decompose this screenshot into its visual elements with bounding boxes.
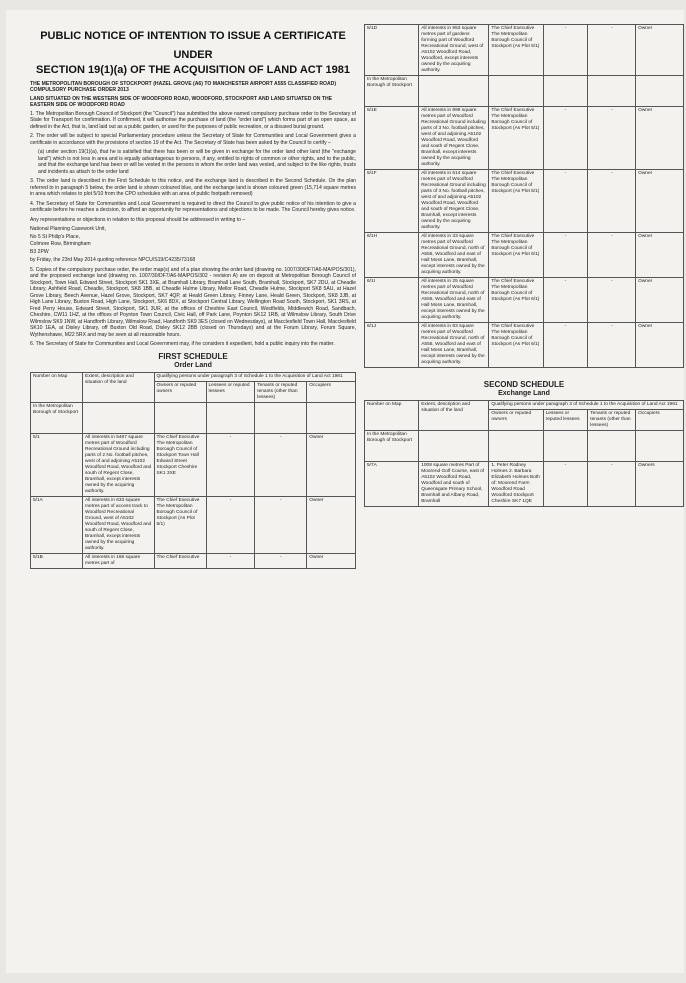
notice-title-line1: PUBLIC NOTICE OF INTENTION TO ISSUE A CERTIFICATE [40,30,346,42]
second-schedule-title: SECOND SCHEDULE [483,380,565,389]
paragraph-5: 5. Copies of the compulsory purchase order, the order map(s) and of a plan showing the order land (drawing no. 1007/30/DF7/A6-MA/POS/301), and the proposed exchange land (drawing no. 1007/30/DF7/A6-MA/POS/302 - revision A) are on deposit at Metropolitan Borough Council of Stockport, Town Hall, Edward Street, Stockport SK1 3XE, at Bramhall Library, Bramhall Lane South, Bramhall, Stockport, SK7 2DU, at Cheadle Library, Ashfield Road, Cheadle, Stockport, SK8 1BB, at Cheadle Hulme Library, Mellor Road, Cheadle Hulme, Stockport SK8 5AU, at Hazel Grove Library, Beech Avenue, Hazel Grove, Stockport, SK7 4QP, at Heald Green Library, Finney Lane, Heald Green, Stockport, SK8 3JB, at High Lane Library, Buxton Road, High Lane, Stockport, SK6 8DX, at Stockport Central Library, Wellington Road South, Stockport, SK1 3RS, at Fred Perry House, Edward Street, Stockport, SK1 3UR, at the offices of Cheshire East Council, Westfields, Middlewich Road, Sandbach, Cheshire, CW11 1HZ, at the offices of Poynton Town Council, Civic Hall, off Park Lane, Poynton SK12 1RB, at Wilmslow Library, South Drive Wilmslow SK9 1NW, at Handforth Library, Wilmslow Road, Handforth SK9 3ES (closed on Wednesdays), at Macclesfield Town Hall, Macclesfield SK10 1EA, at Disley Library, off Buxton Old Road, Disley SK12 2BB (closed on Thursdays) and at the Forum Library, Forum Square, Wythenshawe, M22 5RX and may be seen at all reasonable hours. [30,266,356,338]
plot-tenant: - [588,25,636,76]
plot-number: 5/1A [31,496,83,553]
plot-number: 6/1I [365,278,419,323]
plot-description: All interests in 633 square metres part of access track to Woodford Recreational Ground, west of A5102 Woodford Road, Woodford and south of Regent Close, Bramhall, except interests owned by the acquiring authority. [83,496,155,553]
plot-number: 5/1F [365,170,419,233]
plot-number: 5/1B [31,553,83,568]
paragraph-4: 4. The Secretary of State for Communities and Local Government is required to direct the Council to give public notice of his intention to give a certificate before he reaches a decision, to afford an opportunity for representations and objections to be made. The Council hereby gives notice. [30,200,356,214]
plot-lessee: - [543,25,588,76]
header-lessees: Lessees or reputed lessees [206,381,255,402]
plot-lessee: - [206,553,255,568]
plot-owner: The Chief Executive The Metropolitan Borough Council of Stockport (As Plot 5/1) [489,107,543,170]
plot-description: All interests in 614 square metres part of Woodford Recreational Ground including parts of 3 No. football pitches, west of and adjoining A5102 Woodford Road, Woodford and south of Regent Close, Bramhall, except interests owned by the acquiring authority. [419,170,489,233]
plot-occupier: Owner [636,25,684,76]
plot-number: 5/1E [365,107,419,170]
first-schedule-title: FIRST SCHEDULE [158,351,228,361]
order-name: THE METROPOLITAN BOROUGH OF STOCKPORT (HAZEL GROVE (A6) TO MANCHESTER AIRPORT A555 CLASSIFIED ROAD) COMPULSORY PURCHASE ORDER 2013 [30,81,337,94]
plot-occupier: Owner [636,278,684,323]
header-owners: Owners or reputed owners [154,381,206,402]
header-lessees: Lessees or reputed lessees [543,410,588,431]
plot-number: 6/1H [365,233,419,278]
plot-lessee: - [543,170,588,233]
plot-occupier: Owners [636,462,684,507]
plot-owner: The Chief Executive The Metropolitan Borough Council of Stockport (As Plot 6/1) [489,233,543,278]
plot-occupier: Owner [307,553,356,568]
plot-lessee: - [543,278,588,323]
plot-description: All interests in 33 square metres part of Woodford Recreational Ground, north of A555, Woodford and east of Hall Moss Lane, Bramhall, except interests owned by the acquiring authority. [419,233,489,278]
header-tenants: Tenants or reputed tenants (other than lessees) [255,381,307,402]
plot-owner: The Chief Executive The Metropolitan Borough Council of Stockport (As Plot 5/1) [489,25,543,76]
paragraph-4b: Any representations or objections in relation to this proposal should be addressed in writing to – [30,216,246,223]
plot-owner: The Chief Executive The Metropolitan Borough Council of Stockport (As Plot 6/1) [489,278,543,323]
plot-lessee: - [206,496,255,553]
plot-lessee: - [543,107,588,170]
first-schedule-subtitle: Order Land [174,361,212,369]
plot-occupier: Owner [636,170,684,233]
header-occupiers: Occupiers [636,410,684,431]
address-line: National Planning Casework Unit, [30,226,106,233]
plot-owner: The Chief Executive The Metropolitan Borough Council of Stockport Town Hall Edward Street Stockport Cheshire SK1 3XE [154,433,206,496]
first-schedule-table [30,372,356,569]
plot-description: All interests in 166 square metres part of [83,553,155,568]
notice-subtitle: SECTION 19(1)(a) OF THE ACQUISITION OF LAND ACT 1981 [36,64,350,76]
plot-owner: The Chief Executive The Metropolitan Borough Council of Stockport (As Plot 5/1) [154,496,206,553]
first-schedule-continued-table [364,24,684,368]
plot-lessee: - [543,462,588,507]
plot-number: 5/1D [365,25,419,76]
plot-tenant: - [588,170,636,233]
plot-description: 1008 square metres Part of Moorend Golf Course, east of A5102 Woodford Road, Woodford and south of Queensgate Primary School, Bramhall and Albany Road, Bramhall [419,462,489,507]
plot-lessee: - [543,233,588,278]
deadline: by Friday, the 23rd May 2014 quoting reference NPCU/S19/C4235/73168 [30,257,196,264]
address-line: No 5 St Philip's Place, [30,233,80,240]
plot-tenant: - [588,462,636,507]
plot-tenant: - [255,496,307,553]
newspaper-page [6,10,684,973]
plot-number: 5/1 [31,433,83,496]
plot-tenant: - [588,233,636,278]
plot-occupier: Owner [636,233,684,278]
header-tenants: Tenants or reputed tenants (other than lessees) [588,410,636,431]
paragraph-2: 2. The order will be subject to special Parliamentary procedure unless the Secretary of State for Communities and Local Government gives a certificate in accordance with the provisions of section 19 of the Act. The Secretary of State has been asked by the Council to certify – [30,133,356,146]
plot-description: All interests in 25 square metres part of Woodford Recreational Ground, north of A555, Woodford and east of Hall Moss Lane, Bramhall, except interests owned by the acquiring authority. [419,278,489,323]
section-label: In the Metropolitan Borough of Stockport [365,76,419,107]
plot-owner: The Chief Executive [154,553,206,568]
plot-tenant: - [588,107,636,170]
plot-tenant: - [588,278,636,323]
left-column [30,24,356,983]
paragraph-6: 6. The Secretary of State for Communities and Local Government may, if he considers it expedient, hold a public inquiry into the matter. [30,341,335,348]
second-schedule-table [364,400,684,507]
header-number: Number on Map [365,401,419,431]
plot-owner: 1. Peter Rodney Holmes 2. Barbara Elizabeth Holmes Both of: Moorend Farm Woodford Road Woodford Stockport Cheshire SK7 1QE [489,462,543,507]
header-qualifying: Qualifying persons under paragraph 3 of Schedule 1 to the Acquisition of Land Act 1981 [489,401,684,410]
plot-occupier: Owner [636,323,684,368]
plot-occupier: Owner [307,496,356,553]
paragraph-1: 1. The Metropolitan Borough Council of Stockport (the "Council") has submitted the above named compulsory purchase order to the Secretary of State for Transport for confirmation. If confirmed, it will authorise the purchase of land (the "order land") which forms part of an open space, as defined in the Act, that is, land laid out as a public garden, or used for the purposes of public recreation, or a disused burial ground. [30,110,356,130]
plot-tenant: - [588,323,636,368]
plot-occupier: Owner [307,433,356,496]
paragraph-2a: (a) under section 19(1)(a), that he is satisfied that there has been or will be given in exchange for the order land other land (the "exchange land") which is not less in area and is equally advantageous to persons, if any, entitled to rights of common or other rights, and to the public, and that the exchange land has been or will be vested in the persons in whom the order land was vested, and subject to the like rights, trusts and incidents as attach to the order land [38,149,356,175]
plot-lessee: - [543,323,588,368]
address-line: B3 2PW [30,248,49,255]
land-situation: LAND SITUATED ON THE WESTERN SIDE OF WOODFORD ROAD, WOODFORD, STOCKPORT AND LAND SITUATED ON THE EASTERN SIDE OF WOODFORD ROAD [30,95,333,109]
plot-description: All interests in 953 square metres part of gardens forming part of Woodford Recreational Ground, west of A5102 Woodford Road, Woodford, except interests owned by the acquiring authority. [419,25,489,76]
section-label: In the Metropolitan Borough of Stockport [365,431,419,462]
plot-tenant: - [255,433,307,496]
plot-description: All interests in 899 square metres part of Woodford Recreational Ground including parts of 3 No. football pitches, west of and adjoining A5102 Woodford Road, Woodford and south of Regent Close, Bramhall, except interests owned by the acquiring authority. [419,107,489,170]
plot-lessee: - [206,433,255,496]
notice-title-line2: UNDER [173,49,213,61]
plot-owner: The Chief Executive The Metropolitan Borough Council of Stockport (As Plot 6/1) [489,323,543,368]
second-schedule-subtitle: Exchange Land [498,390,550,397]
header-number: Number on Map [31,372,83,402]
address-line: Colmore Row, Birmingham [30,241,91,248]
plot-occupier: Owner [636,107,684,170]
right-column [364,24,684,983]
header-qualifying: Qualifying persons under paragraph 3 of Schedule 1 to the Acquisition of Land Act 1981 [154,372,356,381]
plot-number: 6/1J [365,323,419,368]
plot-description: All interests in 83 square metres part of Woodford Recreational Ground, north of A555, Woodford and east of Hall Moss Lane, Bramhall, except interests owned by the acquiring authority. [419,323,489,368]
header-extent: Extent, description and situation of the land [83,372,155,402]
header-owners: Owners or reputed owners [489,410,543,431]
plot-owner: The Chief Executive The Metropolitan Borough Council of Stockport (As Plot 5/1) [489,170,543,233]
section-label: In the Metropolitan Borough of Stockport [31,402,83,433]
plot-description: All interests in 5487 square metres part of Woodford Recreational Ground including parts of 2 No. football pitches, west of and adjoining A5102 Woodford Road, Woodford and south of Regent Close, Bramhall, except interests owned by the acquiring authority. [83,433,155,496]
plot-number: 5/7A [365,462,419,507]
header-extent: Extent, description and situation of the land [419,401,489,431]
plot-tenant: - [255,553,307,568]
header-occupiers: Occupiers [307,381,356,402]
paragraph-3: 3. The order land is described in the First Schedule to this notice, and the exchange land is described in the Second Schedule. On the plan referred to in paragraph 5 below, the order land is shown coloured blue, and the exchange land is shown coloured green (15,714 square metres in area which relates to plot 5/10 from the CPO schedules with an area of public footpath removed) [30,178,356,198]
